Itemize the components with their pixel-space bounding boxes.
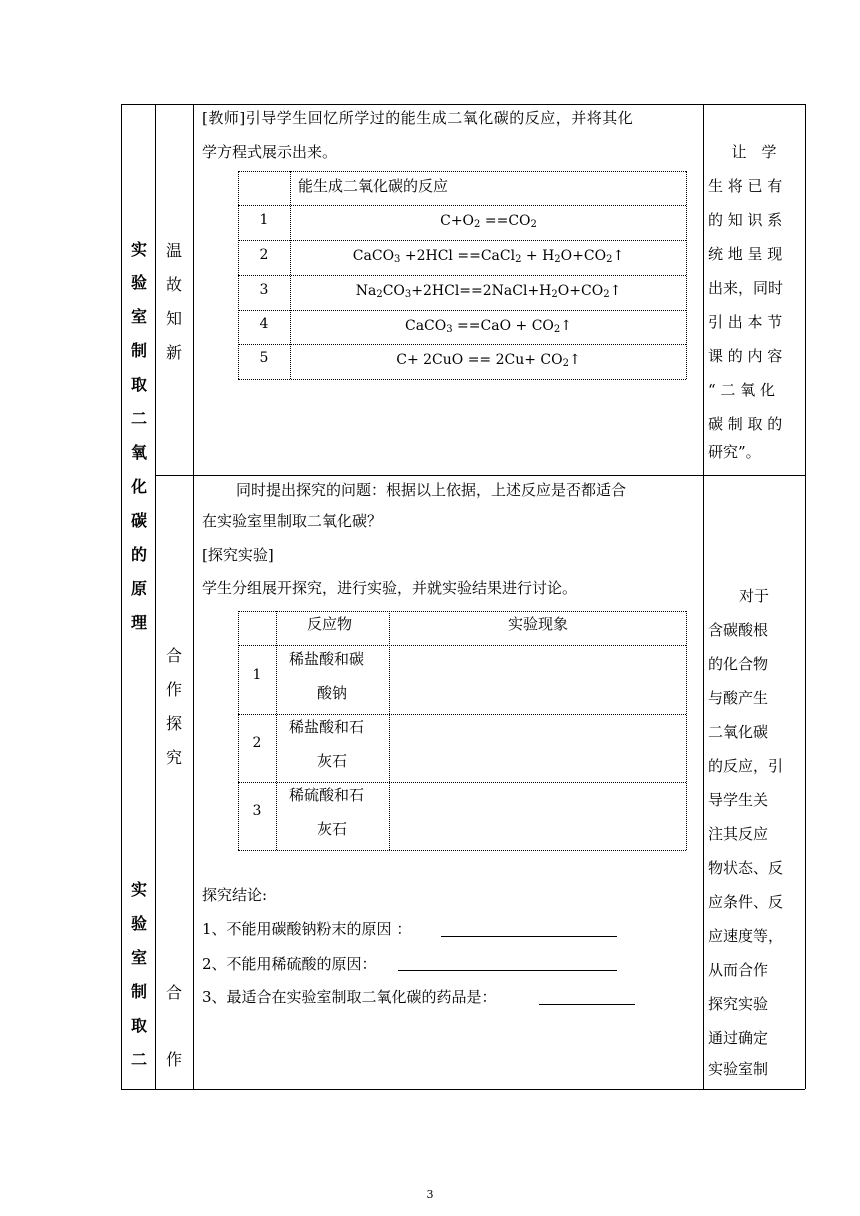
stage-char: 作 <box>165 1050 182 1069</box>
table-rule <box>686 611 687 850</box>
experiment-number: 3 <box>252 803 262 819</box>
inquiry-question-line1: 同时提出探究的问题：根据以上依据，上述反应是否都适合 <box>236 481 627 499</box>
conclusion-answer-line-1[interactable] <box>441 936 617 937</box>
title-char: 碳 <box>130 511 147 530</box>
title-char: 取 <box>130 1016 147 1035</box>
note-line: 碳 制 取 的 <box>708 415 783 433</box>
table-rule <box>238 782 686 783</box>
conclusion-item-2: 2、不能用稀硫酸的原因： <box>202 955 377 973</box>
reaction-number: 3 <box>259 282 269 298</box>
stage-char: 温 <box>165 241 182 260</box>
stage-char: 合 <box>165 983 182 1002</box>
experiment-number: 1 <box>252 667 262 683</box>
reactant-header: 反应物 <box>307 615 353 633</box>
note-line: 对于 <box>738 587 769 605</box>
note-line: 探究实验 <box>708 995 769 1013</box>
title-char: 验 <box>130 914 147 933</box>
teacher-intro-line1: [教师]引导学生回忆所学过的能生成二氧化碳的反应，并将其化 <box>202 109 634 127</box>
reactant-cell: 稀盐酸和碳 <box>289 650 365 668</box>
table-rule <box>238 344 686 345</box>
note-line: 从而合作 <box>708 961 769 979</box>
table-rule <box>290 171 291 379</box>
page-number: 3 <box>426 1188 434 1201</box>
note-line: “ 二 氧 化 <box>708 381 775 399</box>
reaction-equation: CaCO$_3$ $==CaO + CO_2↑$ <box>404 318 572 335</box>
reactant-cell: 稀硫酸和石 <box>289 786 365 804</box>
table-right-border <box>805 104 806 1089</box>
note-line: 导学生关 <box>708 791 769 809</box>
note-line: 的 知 识 系 <box>708 211 783 229</box>
teacher-intro-line2: 学方程式展示出来。 <box>202 143 338 161</box>
reaction-number: 2 <box>259 247 269 263</box>
table-rule <box>238 275 686 276</box>
phenomenon-header: 实验现象 <box>508 615 569 633</box>
reaction-equation: $Na_2CO_3+2HCl==2NaCl+H_2O+CO_2↑$ <box>355 283 622 300</box>
table-rule <box>238 171 686 172</box>
title-char: 制 <box>130 982 147 1001</box>
title-char: 实 <box>130 240 147 259</box>
title-char: 室 <box>130 307 147 326</box>
reactions-table-header: 能生成二氧化碳的反应 <box>298 177 449 195</box>
note-line: 物状态、反 <box>708 859 784 877</box>
table-rule <box>686 171 687 379</box>
column-divider-2 <box>193 104 194 1089</box>
note-line: 课 的 内 容 <box>708 347 783 365</box>
reactant-cell: 酸钠 <box>317 684 348 702</box>
title-char: 的 <box>130 545 147 564</box>
title-char: 理 <box>130 613 147 632</box>
reactant-cell: 灰石 <box>317 752 348 770</box>
note-line: 研究”。 <box>708 443 761 461</box>
table-rule <box>238 611 686 612</box>
title-char: 二 <box>130 1050 147 1069</box>
stage-char: 究 <box>165 748 182 767</box>
stage-char: 故 <box>165 275 182 294</box>
table-rule <box>238 171 239 379</box>
conclusion-item-3: 3、最适合在实验室制取二氧化碳的药品是： <box>202 988 497 1006</box>
note-line: 统 地 呈 现 <box>708 245 783 263</box>
note-line: 应速度等， <box>708 927 784 945</box>
experiment-number: 2 <box>252 735 262 751</box>
reaction-equation: $C+ 2CuO == 2Cu+ CO_2↑$ <box>396 352 581 369</box>
note-line: 与酸产生 <box>708 689 769 707</box>
stage-char: 探 <box>165 714 182 733</box>
column-divider-3 <box>703 104 704 1089</box>
inquiry-question-line2: 在实验室里制取二氧化碳？ <box>202 512 383 530</box>
reaction-number: 1 <box>259 212 269 228</box>
experiment-instruction: 学生分组展开探究，进行实验，并就实验结果进行讨论。 <box>202 579 578 597</box>
note-line: 的反应，引 <box>708 757 784 775</box>
reaction-equation: CaCO$_3$ +2HCl ==CaCl$_2$ + $H_2O+CO_2↑$ <box>352 248 625 265</box>
table-rule <box>238 310 686 311</box>
note-line: 实验室制 <box>708 1060 769 1078</box>
table-rule <box>238 645 686 646</box>
table-rule <box>238 379 686 380</box>
reactant-cell: 灰石 <box>317 820 348 838</box>
experiment-label: [探究实验] <box>202 546 274 564</box>
note-line: 通过确定 <box>708 1029 769 1047</box>
conclusion-answer-line-2[interactable] <box>398 970 617 971</box>
reaction-equation: $C+O_2 ==CO_2$ <box>440 213 537 230</box>
reaction-number: 4 <box>259 316 269 332</box>
conclusion-label: 探究结论: <box>202 886 268 904</box>
table-rule <box>238 205 686 206</box>
note-line: 引 出 本 节 <box>708 313 783 331</box>
note-line: 出来，同时 <box>708 279 784 297</box>
title-char: 氧 <box>130 443 147 462</box>
table-rule <box>238 240 686 241</box>
note-line: 让 学 <box>731 143 777 161</box>
note-line: 的化合物 <box>708 655 769 673</box>
stage-char: 作 <box>165 680 182 699</box>
reactant-cell: 稀盐酸和石 <box>289 718 365 736</box>
table-bottom-border <box>121 1089 805 1090</box>
stage-char: 合 <box>165 646 182 665</box>
reaction-number: 5 <box>259 350 269 366</box>
title-char: 取 <box>130 375 147 394</box>
note-line: 含碳酸根 <box>708 621 769 639</box>
title-char: 验 <box>130 273 147 292</box>
title-char: 化 <box>130 477 147 496</box>
note-line: 二氧化碳 <box>708 723 769 741</box>
table-left-border <box>121 104 122 1089</box>
title-char: 二 <box>130 409 147 428</box>
title-char: 实 <box>130 880 147 899</box>
table-rule <box>238 850 686 851</box>
row-divider <box>155 475 805 476</box>
table-rule <box>238 714 686 715</box>
title-char: 原 <box>130 579 147 598</box>
note-line: 生 将 已 有 <box>708 177 783 195</box>
stage-char: 知 <box>165 309 182 328</box>
conclusion-answer-line-3[interactable] <box>539 1004 635 1005</box>
note-line: 注其反应 <box>708 825 769 843</box>
title-char: 室 <box>130 948 147 967</box>
title-char: 制 <box>130 341 147 360</box>
stage-char: 新 <box>165 343 182 362</box>
column-divider-1 <box>155 104 156 1089</box>
conclusion-item-1: 1、不能用碳酸钠粉末的原因 ： <box>202 920 412 938</box>
table-rule <box>389 611 390 850</box>
note-line: 应条件、反 <box>708 893 784 911</box>
